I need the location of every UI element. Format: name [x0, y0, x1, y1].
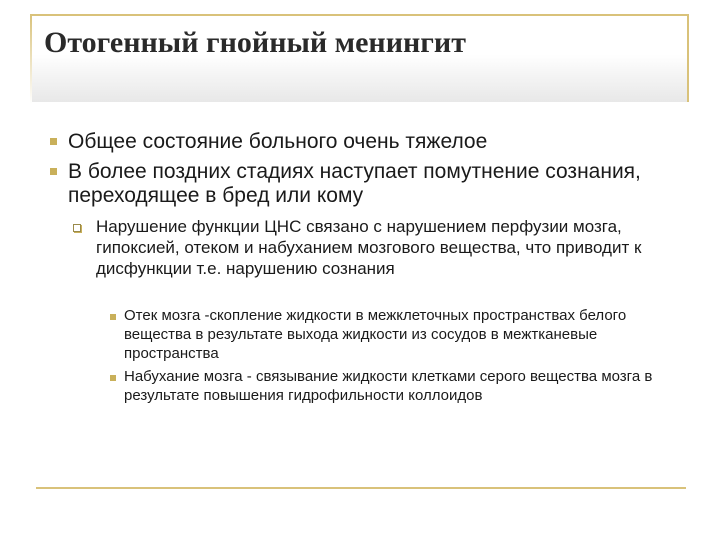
sub-bullet-cns-dysfunction: Нарушение функции ЦНС связано с нарушением перфузии мозга, гипоксией, отеком и набуханием мозгового вещества, что приводит к дисфункции т.е. нарушению сознания: [96, 217, 642, 278]
hollow-square-bullet-icon: [73, 224, 81, 232]
bottom-divider: [36, 487, 686, 489]
filled-square-bullet-icon: [110, 314, 116, 320]
slide-title: Отогенный гнойный менингит: [44, 26, 466, 59]
sub-sub-bullet-brain-edema: Отек мозга -скопление жидкости в межклеточных пространствах белого вещества в результате выхода жидкости из сосудов в межтканевые пространства: [124, 307, 627, 362]
filled-square-bullet-icon: [50, 168, 57, 175]
sub-sub-bullet-brain-swelling: Набухание мозга - связывание жидкости клетками серого вещества мозга в результате повышения гидрофильности коллоидов: [124, 368, 653, 404]
bullet-item-later-stages: В более поздних стадиях наступает помутнение сознания, переходящее в бред или кому: [68, 160, 641, 207]
bullet-item-general-condition: Общее состояние больного очень тяжелое: [68, 130, 488, 153]
filled-square-bullet-icon: [50, 138, 57, 145]
filled-square-bullet-icon: [110, 375, 116, 381]
